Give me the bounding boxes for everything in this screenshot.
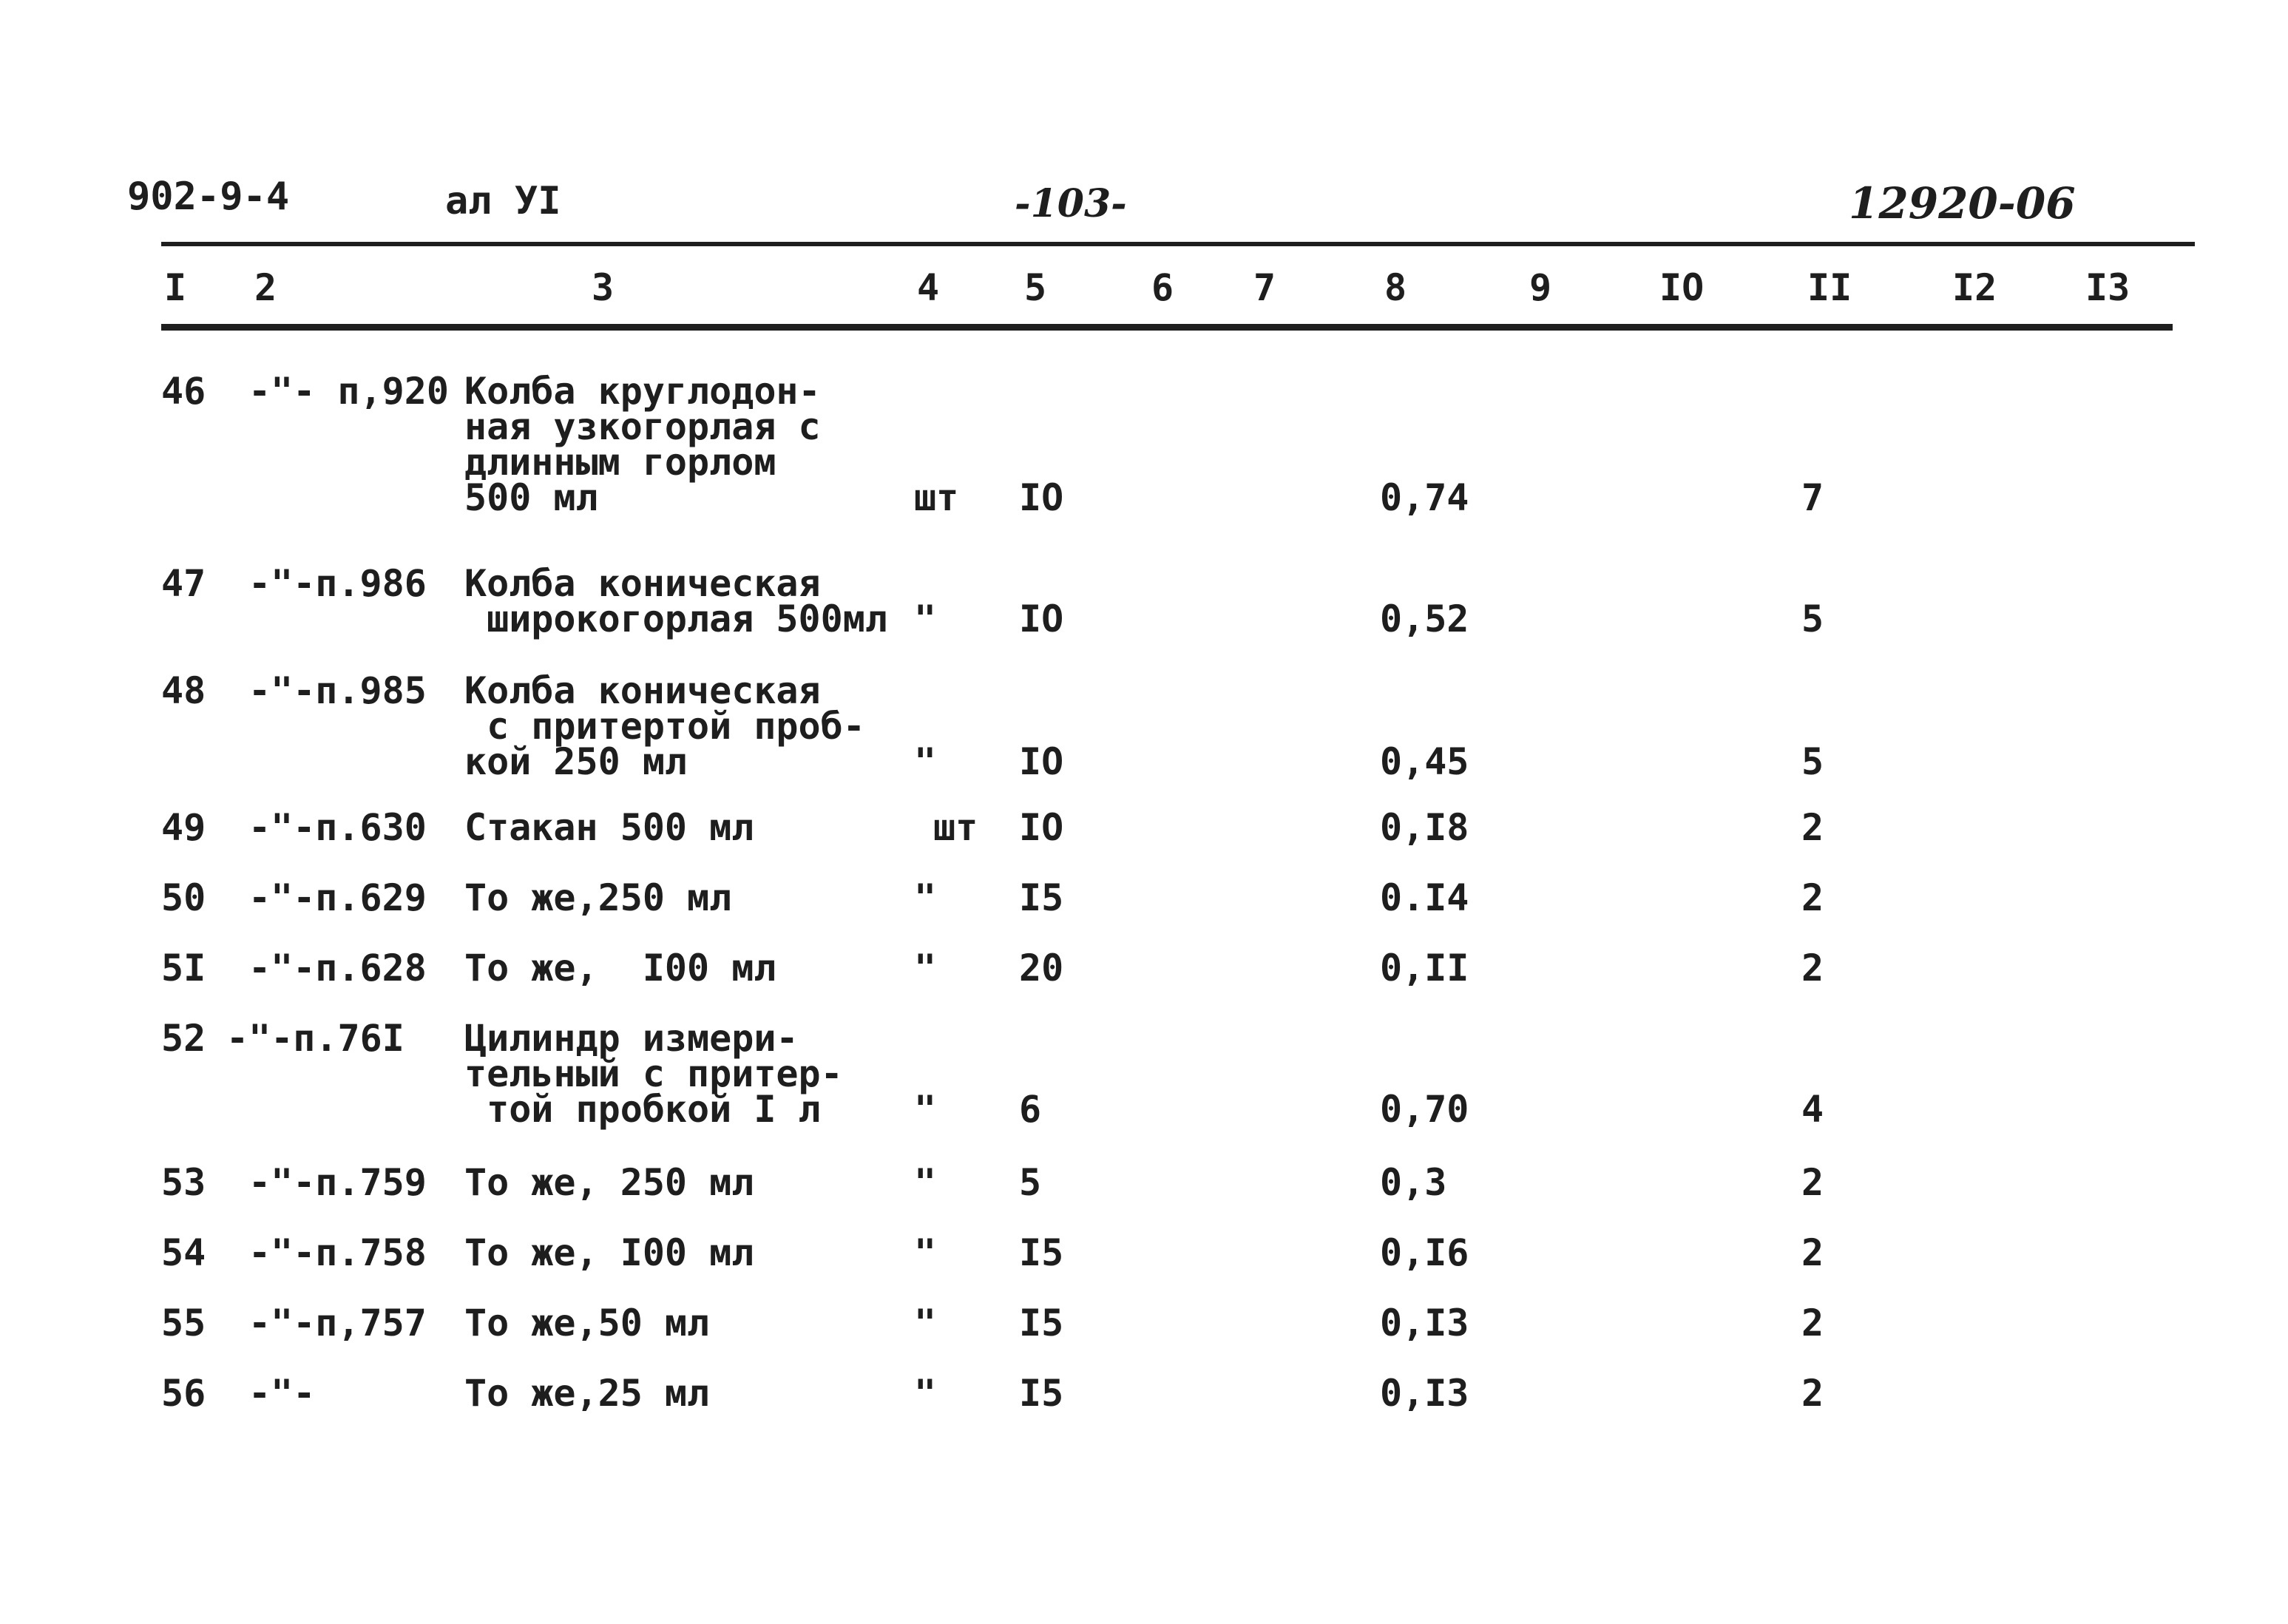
item-description-line: То же,250 мл: [464, 876, 732, 919]
unit-weight: 0,3: [1380, 1161, 1447, 1204]
item-description-line: кой 250 мл: [464, 740, 688, 783]
column-11-value: 2: [1801, 1161, 1824, 1204]
column-11-value: 7: [1801, 476, 1824, 519]
catalog-reference: -"-: [248, 1372, 316, 1415]
unit-weight: 0,I3: [1380, 1302, 1469, 1344]
catalog-reference: -"-п.76I: [226, 1017, 405, 1060]
catalog-reference: -"-п.630: [248, 806, 427, 849]
column-11-value: 2: [1801, 876, 1824, 919]
item-description-line: широкогорлая 500мл: [464, 598, 887, 640]
column-number-7: 7: [1253, 266, 1276, 309]
quantity: I5: [1019, 1302, 1064, 1344]
column-11-value: 2: [1801, 947, 1824, 989]
quantity: IO: [1019, 806, 1064, 849]
inventory-code: 12920-06: [1849, 178, 2076, 229]
row-number: 56: [161, 1372, 206, 1415]
column-number-6: 6: [1151, 266, 1174, 309]
row-number: 54: [161, 1231, 206, 1274]
item-description-line: длинным горлом: [464, 441, 776, 484]
column-number-1: I: [164, 266, 187, 309]
column-number-13: I3: [2085, 266, 2130, 309]
row-number: 47: [161, 562, 206, 605]
column-11-value: 2: [1801, 1372, 1824, 1415]
catalog-reference: -"-п.629: [248, 876, 427, 919]
item-description-line: То же, I00 мл: [464, 1231, 754, 1274]
unit-weight: 0,I3: [1380, 1372, 1469, 1415]
column-11-value: 2: [1801, 1302, 1824, 1344]
row-number: 49: [161, 806, 206, 849]
unit: ": [914, 947, 937, 989]
column-11-value: 2: [1801, 1231, 1824, 1274]
quantity: I5: [1019, 876, 1064, 919]
item-description-line: тельный с притер-: [464, 1052, 843, 1095]
item-description-line: Колба коническая: [464, 562, 821, 605]
row-number: 50: [161, 876, 206, 919]
unit-weight: 0,70: [1380, 1088, 1469, 1131]
unit: ": [914, 598, 937, 640]
quantity: IO: [1019, 476, 1064, 519]
header-rule-top: [161, 242, 2195, 246]
quantity: 5: [1019, 1161, 1042, 1204]
unit-weight: 0,74: [1380, 476, 1469, 519]
row-number: 53: [161, 1161, 206, 1204]
column-number-5: 5: [1024, 266, 1047, 309]
row-number: 5I: [161, 947, 206, 989]
album-label: ал УI: [445, 179, 561, 223]
column-11-value: 5: [1801, 740, 1824, 783]
catalog-reference: -"-п.759: [248, 1161, 427, 1204]
unit-weight: 0,II: [1380, 947, 1469, 989]
catalog-reference: -"-п.628: [248, 947, 427, 989]
item-description-line: с притертой проб-: [464, 705, 865, 748]
quantity: IO: [1019, 740, 1064, 783]
item-description-line: Колба круглодон-: [464, 370, 821, 413]
row-number: 52: [161, 1017, 206, 1060]
unit-weight: 0.I4: [1380, 876, 1469, 919]
quantity: 20: [1019, 947, 1064, 989]
unit-weight: 0,I6: [1380, 1231, 1469, 1274]
item-description-line: Стакан 500 мл: [464, 806, 754, 849]
row-number: 48: [161, 669, 206, 712]
item-description-line: То же,50 мл: [464, 1302, 710, 1344]
unit: шт: [933, 806, 978, 849]
catalog-reference: -"-п.986: [248, 562, 427, 605]
catalog-reference: -"-п.758: [248, 1231, 427, 1274]
item-description-line: 500 мл: [464, 476, 598, 519]
unit: ": [914, 1161, 937, 1204]
column-number-8: 8: [1384, 266, 1407, 309]
item-description-line: Колба коническая: [464, 669, 821, 712]
column-number-4: 4: [917, 266, 940, 309]
item-description-line: То же, 250 мл: [464, 1161, 754, 1204]
column-number-3: 3: [592, 266, 615, 309]
item-description-line: То же, I00 мл: [464, 947, 776, 989]
quantity: I5: [1019, 1231, 1064, 1274]
unit-weight: 0,45: [1380, 740, 1469, 783]
catalog-reference: -"-п,757: [248, 1302, 427, 1344]
document-code: 902-9-4: [127, 175, 290, 219]
unit: ": [914, 876, 937, 919]
catalog-reference: -"-п.985: [248, 669, 427, 712]
item-description-line: То же,25 мл: [464, 1372, 710, 1415]
column-number-2: 2: [254, 266, 277, 309]
row-number: 55: [161, 1302, 206, 1344]
column-11-value: 2: [1801, 806, 1824, 849]
catalog-reference: -"- п,920: [248, 370, 449, 413]
header-rule-bottom: [161, 324, 2173, 331]
row-number: 46: [161, 370, 206, 413]
column-number-11: II: [1807, 266, 1852, 309]
quantity: I5: [1019, 1372, 1064, 1415]
column-number-12: I2: [1952, 266, 1997, 309]
column-number-10: IO: [1659, 266, 1705, 309]
unit: ": [914, 1231, 937, 1274]
unit: ": [914, 1372, 937, 1415]
unit-weight: 0,I8: [1380, 806, 1469, 849]
page-number: -103-: [1015, 181, 1127, 226]
column-11-value: 5: [1801, 598, 1824, 640]
unit-weight: 0,52: [1380, 598, 1469, 640]
unit: ": [914, 1302, 937, 1344]
item-description-line: той пробкой I л: [464, 1088, 821, 1131]
column-11-value: 4: [1801, 1088, 1824, 1131]
unit: шт: [914, 476, 959, 519]
unit: ": [914, 1088, 937, 1131]
quantity: 6: [1019, 1088, 1042, 1131]
column-number-9: 9: [1529, 266, 1552, 309]
item-description-line: Цилиндр измери-: [464, 1017, 799, 1060]
item-description-line: ная узкогорлая с: [464, 405, 821, 448]
quantity: IO: [1019, 598, 1064, 640]
unit: ": [914, 740, 937, 783]
